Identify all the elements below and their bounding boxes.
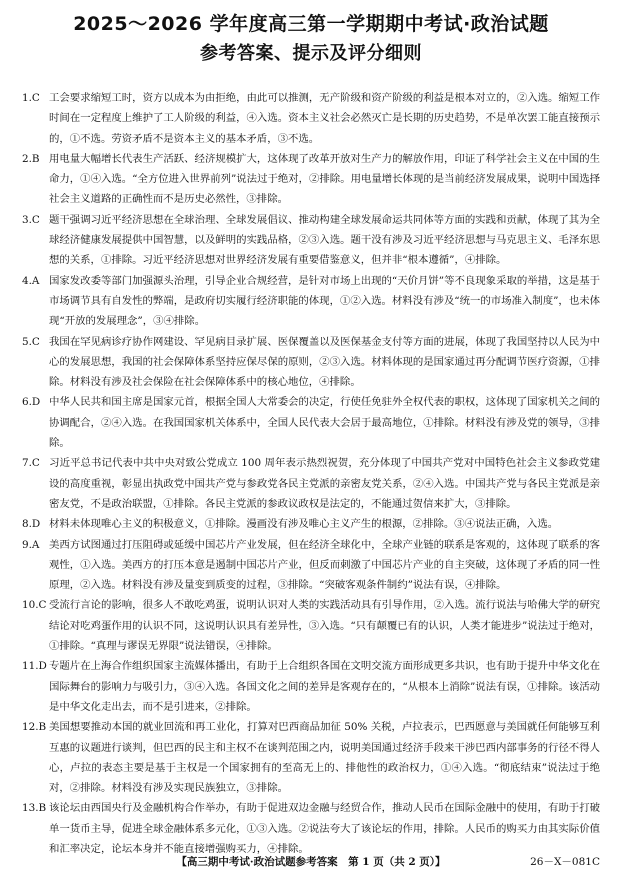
answer-item-12: [22, 717, 600, 798]
answer-item-11: [22, 656, 600, 717]
footer-page-info: 【高三期中考试·政治试题参考答案 第 1 页（共 2 页）】: [176, 856, 446, 868]
answer-item-3: [22, 210, 600, 271]
answer-explanation: 中华人民共和国主席是国家元首，根据全国人大常委会的决定，行使任免驻外全权代表的职权，这体现了国家机关之间的协调配合，②④入选。在我国国家机关体系中，全国人民代表大会居于最高地位，①排除。材料没有涉及党的领导，③排除。: [49, 396, 600, 450]
answer-item-10: [22, 595, 600, 656]
answer-number: 4.A: [22, 274, 40, 287]
page-title: 2025～2026 学年度高三第一学期期中考试·政治试题: [73, 13, 549, 35]
answer-explanation: 国家发改委等部门加强源头治理，引导企业合规经营，是针对市场上出现的“天价月饼”等不良现象采取的举措，这是基于市场调节具有自发性的弊端，是政府切实履行经济职能的体现，①②入选。材料没有涉及“统一的市场准入制度”，也未体现“开放的发展理念”，③④排除。: [49, 274, 600, 328]
answer-number: 11.D: [22, 660, 47, 673]
answer-explanation: 该论坛由西国央行及金融机构合作举办，有助于促进双边金融与经贸合作，推动人民币在国际金融中的使用，有助于打破单一货币主导，促进全球金融体系多元化，①③入选。②说法夸大了该论坛的作用，排除。人民币的购买力由其实际价值和汇率决定，论坛本身并不能直接增强购买力，④排除。: [49, 802, 600, 855]
answer-item-1: [22, 88, 600, 149]
answer-item-2: [22, 149, 600, 210]
answer-number: 8.D: [22, 518, 41, 531]
answer-list: [22, 88, 600, 859]
answer-item-7: [22, 453, 600, 514]
answer-number: 5.C: [22, 335, 40, 348]
answer-number: 1.C: [22, 92, 40, 104]
answer-explanation: 受流行言论的影响，很多人不敢吃鸡蛋，说明认识对人类的实践活动具有引导作用，②入选。流行说法与哈佛大学的研究结论对吃鸡蛋作用的认识不同，这说明认识具有差异性，③入选。“只有颠覆已有的认识，人类才能进步”说法过于绝对，①排除。“真理与谬误无界限”说法错误，④排除。: [49, 599, 600, 653]
answer-number: 2.B: [22, 152, 40, 165]
footer-doc-code: 26－X－081C: [530, 856, 600, 868]
answer-explanation: 题干强调习近平经济思想在全球治理、全球发展倡议、推动构建全球发展命运共同体等方面的实践和贡献，体现了其为全球经济健康发展提供中国智慧，以及鲜明的实践品格，②③入选。题干没有涉及习近平经济思想与马克思主义、毛泽东思想的关系，①排除。习近平经济思想对世界经济发展有重要借鉴意义，但并非“根本遵循”，④排除。: [49, 213, 600, 267]
answer-explanation: 美西方试图通过打压阻碍或延缓中国芯片产业发展，但在经济全球化中，全球产业链的联系是客观的，这体现了联系的客观性，①入选。美西方的打压本意是遏制中国芯片产业，但反而刺激了中国芯片产业的自主突破，这体现了矛盾的同一性原理，②入选。材料没有涉及量变到质变的过程，③排除。“突破客观条件制约”说法有误，④排除。: [49, 538, 600, 592]
answer-explanation: 专题片在上海合作组织国家主流媒体播出，有助于上合组织各国在文明交流方面形成更多共识，也有助于提升中华文化在国际舞台的影响力与吸引力，③④入选。各国文化之间的差异是客观存在的，“从根本上消除”说法有误，①排除。该活动是中华文化走出去，而不是引进来，②排除。: [49, 660, 600, 713]
answer-explanation: 材料未体现唯心主义的积极意义，①排除。漫画没有涉及唯心主义产生的根源，②排除。③④说法正确，入选。: [49, 518, 559, 531]
answer-explanation: 我国在罕见病诊疗协作网建设、罕见病目录扩展、医保覆盖以及医保基金支付等方面的进展，体现了我国坚持以人民为中心的发展思想，我国的社会保障体系坚持应保尽保的原则，②③入选。材料体现的是国家通过再分配调节医疗资源，①排除。材料没有涉及社会保险在社会保障体系中的核心地位，④排除。: [49, 335, 600, 389]
answer-item-4: [22, 271, 600, 332]
answer-number: 12.B: [22, 721, 47, 734]
answer-number: 7.C: [22, 457, 40, 470]
answer-explanation: 习近平总书记代表中共中央对致公党成立 100 周年表示热烈祝贺，充分体现了中国共产党对中国特色社会主义参政党建设的高度重视，彰显出执政党中国共产党与参政党各民主党派的亲密友党关系，②④入选。中国共产党与各民主党派是亲密友党，不是政治联盟，①排除。各民主党派的参政议政权是法定的，不能通过贺信来扩大，③排除。: [49, 457, 600, 510]
answer-number: 3.C: [22, 213, 40, 226]
answer-number: 10.C: [22, 599, 47, 612]
answer-item-8: [22, 514, 600, 534]
answer-item-13: [22, 798, 600, 859]
answer-number: 9.A: [22, 538, 40, 551]
answer-explanation: 工会要求缩短工时，资方以成本为由拒绝，由此可以推测，无产阶级和资产阶级的利益是根本对立的，②入选。缩短工作时间在一定程度上维护了工人阶级的利益，④入选。资本主义社会必然灭亡是长期的历史趋势，不是单次罢工能直接预示的，①不选。劳资矛盾不是资本主义的基本矛盾，③不选。: [49, 92, 600, 145]
answer-explanation: 用电量大幅增长代表生产活跃、经济规模扩大，这体现了改革开放对生产力的解放作用，印证了科学社会主义在中国的生命力，①④入选。“全方位进入世界前列”说法过于绝对，②排除。用电量增长体现的是当前经济发展成果，说明中国选择社会主义道路的正确性而不是历史必然性，③排除。: [49, 152, 600, 206]
answer-item-5: [22, 332, 600, 393]
answer-item-9: [22, 535, 600, 596]
answer-number: 6.D: [22, 396, 41, 409]
page-subtitle: 参考答案、提示及评分细则: [200, 43, 422, 64]
answer-explanation: 美国想要推动本国的就业回流和再工业化，打算对巴西商品加征 50% 关税，卢拉表示，巴西愿意与美国就任何能够互利互惠的议题进行谈判，但巴西的民主和主权不在谈判范围之内，说明美国通过经济手段来干涉巴西内部事务的行径不得人心，卢拉的表态主要是基于主权是一个国家拥有的至高无上的、排他性的政治权力，①④入选。“彻底结束”说法过于绝对，②排除。材料没有涉及实现民族独立，③排除。: [49, 721, 600, 795]
answer-number: 13.B: [22, 802, 47, 815]
answer-item-6: [22, 392, 600, 453]
